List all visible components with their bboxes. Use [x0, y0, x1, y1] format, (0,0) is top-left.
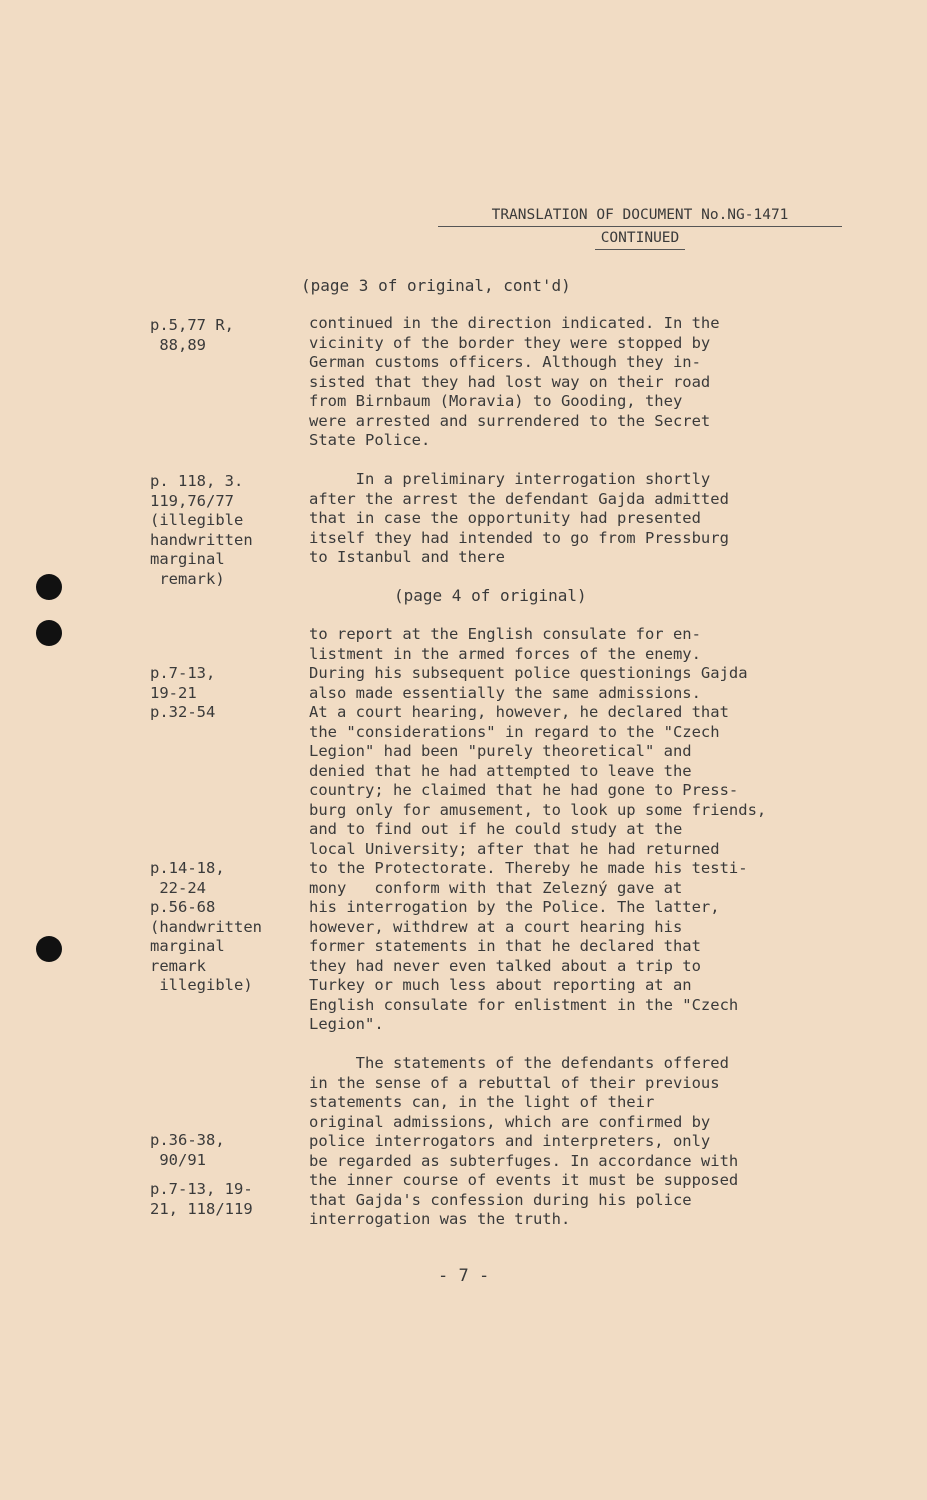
paragraph: to report at the English consulate for en- listment in the armed forces of the enemy. During his subsequent police questionings Gajda also made essentially the same admissions. At a court hearing, however, he declared that the "considerations" in regard to the "Czech Legion" had been "purely theoretical" and denied that he had attempted to leave the country; he claimed that he had gone to Press- burg only for amusement, to look up some friends, and to find out if he could study at the local University; after that he had returned to the Protectorate. Thereby he made his testi- mony conform with that Zelezný gave at his interrogation by the Police. The latter, however, withdrew at a court hearing his former statements in that he declared that they had never even talked about a trip to Turkey or much less about reporting at an English consulate for enlistment in the "Czech Legion".: [309, 625, 767, 1033]
paragraph: The statements of the defendants offered in the sense of a rebuttal of their previous statements can, in the light of their original admissions, which are confirmed by police interrogators and interpreters, only be regarded as subterfuges. In accordance with the inner course of events it must be supposed that Gajda's confession during his police interrogation was the truth.: [309, 1054, 739, 1228]
header-subtitle: CONTINUED: [595, 227, 686, 250]
margin-reference: p.36-38, 90/91: [150, 1131, 225, 1169]
document-header: [438, 204, 842, 250]
margin-reference: p.7-13, 19-21 p.32-54: [150, 664, 216, 721]
margin-reference: p.14-18, 22-24 p.56-68 (handwritten marginal remark illegible): [150, 859, 262, 994]
margin-reference: p. 118, 3. 119,76/77 (illegible handwritten marginal remark): [150, 472, 253, 588]
margin-reference: p.5,77 R, 88,89: [150, 316, 234, 354]
punch-hole: [36, 936, 62, 962]
punch-hole: [36, 574, 62, 600]
page-note: (page 3 of original, cont'd): [301, 276, 571, 295]
header-title: TRANSLATION OF DOCUMENT No.NG-1471: [438, 204, 842, 227]
margin-reference: p.7-13, 19- 21, 118/119: [150, 1180, 253, 1218]
page-number: - 7 -: [438, 1266, 490, 1286]
page-note: (page 4 of original): [394, 586, 587, 605]
punch-hole: [36, 620, 62, 646]
paragraph: In a preliminary interrogation shortly after the arrest the defendant Gajda admitted that in case the opportunity had presented itself they had intended to go from Pressburg to Istanbul and there: [309, 470, 729, 566]
paragraph: continued in the direction indicated. In the vicinity of the border they were stopped by German customs officers. Although they in- sisted that they had lost way on their road from Birnbaum (Moravia) to Gooding, they were arrested and surrendered to the Secret State Police.: [309, 314, 720, 449]
